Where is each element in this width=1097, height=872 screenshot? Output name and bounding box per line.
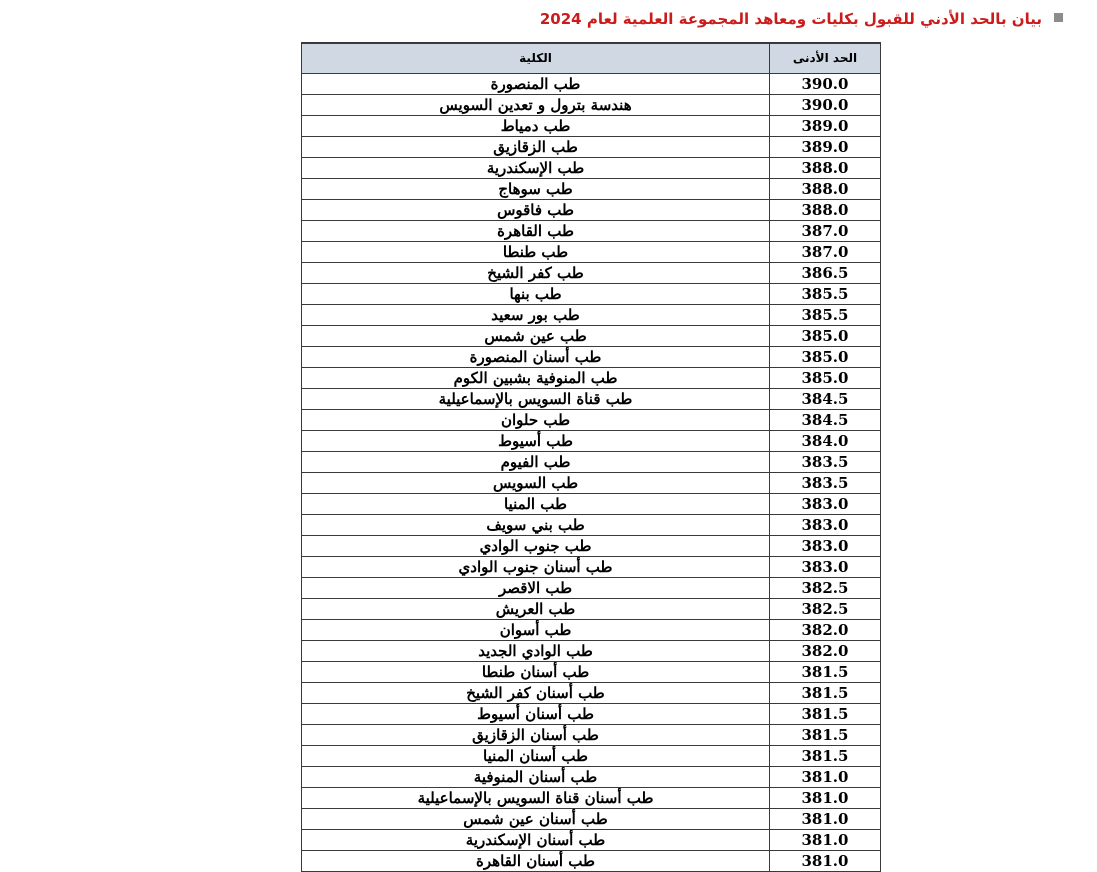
table-row [302,221,881,242]
min-score-cell: 384.0 [770,431,881,452]
min-score-cell: 390.0 [770,74,881,95]
table-row [302,431,881,452]
min-score-cell: 384.5 [770,389,881,410]
table-row [302,263,881,284]
college-name-cell: طب بنها [302,284,770,305]
table-row [302,389,881,410]
table-row [302,536,881,557]
min-score-cell: 381.0 [770,851,881,872]
college-name-cell: طب القاهرة [302,221,770,242]
table-row [302,137,881,158]
min-score-cell: 382.5 [770,599,881,620]
min-score-cell: 389.0 [770,116,881,137]
min-score-cell: 383.0 [770,557,881,578]
table-row [302,767,881,788]
college-name-cell: طب الإسكندرية [302,158,770,179]
college-name-cell: طب الوادي الجديد [302,641,770,662]
min-score-cell: 382.0 [770,620,881,641]
table-row [302,305,881,326]
min-score-cell: 381.5 [770,746,881,767]
college-name-cell: طب أسنان المنيا [302,746,770,767]
college-name-cell: طب أسنان كفر الشيخ [302,683,770,704]
min-score-cell: 383.0 [770,536,881,557]
college-name-cell: طب قناة السويس بالإسماعيلية [302,389,770,410]
college-name-cell: طب سوهاج [302,179,770,200]
square-bullet-icon [1054,13,1063,22]
min-score-cell: 385.0 [770,347,881,368]
college-name-cell: طب المنصورة [302,74,770,95]
min-score-cell: 382.5 [770,578,881,599]
table-header-row [302,43,881,74]
table-row [302,74,881,95]
table-row [302,809,881,830]
table-row [302,851,881,872]
min-score-cell: 381.0 [770,767,881,788]
college-name-cell: طب الفيوم [302,452,770,473]
table-row [302,284,881,305]
college-name-cell: طب أسنان قناة السويس بالإسماعيلية [302,788,770,809]
table-container [301,42,881,872]
min-score-cell: 385.5 [770,284,881,305]
min-score-cell: 383.0 [770,515,881,536]
table-row [302,620,881,641]
table-row [302,725,881,746]
title-row [540,10,1063,28]
min-score-cell: 388.0 [770,179,881,200]
min-score-cell: 390.0 [770,95,881,116]
college-name-cell: طب دمياط [302,116,770,137]
page-title: بيان بالحد الأدني للقبول بكليات ومعاهد المجموعة العلمية لعام 2024 [539,10,1042,28]
table-row [302,242,881,263]
min-score-cell: 387.0 [770,242,881,263]
header-college: الكلية [302,43,770,74]
table-row [302,494,881,515]
college-name-cell: طب أسنان المنصورة [302,347,770,368]
min-score-cell: 381.5 [770,725,881,746]
college-name-cell: طب أسنان عين شمس [302,809,770,830]
table-row [302,452,881,473]
table-row [302,95,881,116]
college-name-cell: طب أسنان أسيوط [302,704,770,725]
table-row [302,788,881,809]
table-row [302,116,881,137]
college-name-cell: طب السويس [302,473,770,494]
min-score-cell: 383.5 [770,452,881,473]
min-score-cell: 385.0 [770,368,881,389]
college-name-cell: طب العريش [302,599,770,620]
college-name-cell: طب الاقصر [302,578,770,599]
min-score-cell: 383.0 [770,494,881,515]
min-score-cell: 389.0 [770,137,881,158]
table-row [302,662,881,683]
min-score-cell: 388.0 [770,200,881,221]
table-row [302,179,881,200]
table-row [302,347,881,368]
college-name-cell: طب بور سعيد [302,305,770,326]
college-name-cell: طب بني سويف [302,515,770,536]
college-name-cell: طب المنوفية بشبين الكوم [302,368,770,389]
min-score-cell: 383.5 [770,473,881,494]
min-score-cell: 381.0 [770,788,881,809]
table-row [302,515,881,536]
table-row [302,641,881,662]
min-score-cell: 381.5 [770,662,881,683]
table-row [302,158,881,179]
college-name-cell: طب كفر الشيخ [302,263,770,284]
admission-table [301,42,881,872]
table-row [302,368,881,389]
college-name-cell: طب الزقازيق [302,137,770,158]
table-row [302,578,881,599]
table-row [302,599,881,620]
college-name-cell: طب عين شمس [302,326,770,347]
college-name-cell: طب أسنان الإسكندرية [302,830,770,851]
table-body [302,74,881,872]
table-row [302,326,881,347]
min-score-cell: 381.5 [770,683,881,704]
table-row [302,473,881,494]
table-row [302,746,881,767]
min-score-cell: 387.0 [770,221,881,242]
header-min-score: الحد الأدنى [770,43,881,74]
table-row [302,200,881,221]
college-name-cell: طب المنيا [302,494,770,515]
min-score-cell: 381.0 [770,830,881,851]
table-row [302,683,881,704]
college-name-cell: هندسة بترول و تعدين السويس [302,95,770,116]
min-score-cell: 385.5 [770,305,881,326]
min-score-cell: 385.0 [770,326,881,347]
table-row [302,410,881,431]
table-row [302,830,881,851]
college-name-cell: طب جنوب الوادي [302,536,770,557]
college-name-cell: طب أسوان [302,620,770,641]
min-score-cell: 381.0 [770,809,881,830]
college-name-cell: طب أسنان القاهرة [302,851,770,872]
table-row [302,704,881,725]
min-score-cell: 386.5 [770,263,881,284]
college-name-cell: طب أسنان طنطا [302,662,770,683]
college-name-cell: طب طنطا [302,242,770,263]
college-name-cell: طب حلوان [302,410,770,431]
table-row [302,557,881,578]
min-score-cell: 381.5 [770,704,881,725]
min-score-cell: 382.0 [770,641,881,662]
min-score-cell: 384.5 [770,410,881,431]
college-name-cell: طب أسنان المنوفية [302,767,770,788]
college-name-cell: طب أسنان الزقازيق [302,725,770,746]
min-score-cell: 388.0 [770,158,881,179]
college-name-cell: طب فاقوس [302,200,770,221]
college-name-cell: طب أسيوط [302,431,770,452]
college-name-cell: طب أسنان جنوب الوادي [302,557,770,578]
